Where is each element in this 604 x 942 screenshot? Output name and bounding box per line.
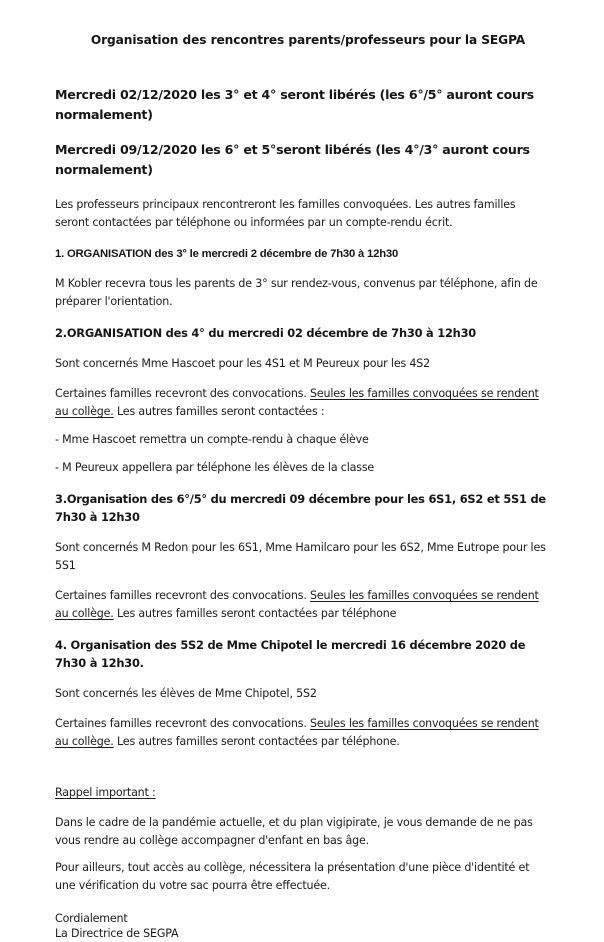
convocation-suffix: Les autres familles seront contactées par téléphone.	[113, 734, 400, 748]
section-2-bullet-2: - M Peureux appellera par téléphone les élèves de la classe	[55, 460, 375, 474]
convocation-prefix: Certaines familles recevront des convocations.	[55, 716, 311, 730]
section-3-convocation	[55, 587, 547, 623]
section-1-body: M Kobler recevra tous les parents de 3° sur rendez-vous, convenus par téléphone, afin de préparer l'orientation.	[55, 277, 538, 309]
section-2-convocation	[55, 385, 547, 421]
convocation-suffix: Les autres familles seront contactées par téléphone	[113, 606, 397, 620]
spacer	[55, 895, 547, 911]
reminder-paragraph-1: Dans le cadre de la pandémie actuelle, et du plan vigipirate, je vous demande de ne pas vous rendre au collège accompagner d'enfant en bas âge.	[55, 815, 533, 847]
section-3-concerned: Sont concernés M Redon pour les 6S1, Mme Hamilcaro pour les 6S2, Mme Eutrope pour les 5S1	[55, 540, 546, 572]
spacer	[55, 623, 547, 636]
spacer	[55, 49, 547, 85]
reminder-paragraph-2: Pour ailleurs, tout accès au collège, nécessitera la présentation d'une pièce d'identité et une vérification du votre sac pourra être effectuée.	[55, 860, 530, 892]
document-body	[55, 0, 547, 942]
section-4-concerned: Sont concernés les élèves de Mme Chipotel, 5S2	[55, 686, 317, 700]
convocation-underlined: Seules les familles convoquées se rendent au collège.	[55, 588, 539, 620]
spacer	[55, 477, 547, 490]
section-3-heading: 3.Organisation des 6°/5° du mercredi 09 décembre pour les 6S1, 6S2 et 5S1 de 7h30 à 12h30	[55, 491, 546, 525]
spacer	[55, 232, 547, 245]
spacer	[55, 449, 547, 459]
spacer	[55, 373, 547, 385]
section-2-heading: 2.ORGANISATION des 4° du mercredi 02 décembre de 7h30 à 12h30	[55, 326, 476, 341]
spacer	[55, 311, 547, 324]
spacer	[55, 263, 547, 275]
section-2-concerned: Sont concernés Mme Hascoet pour les 4S1 et M Peureux pour les 4S2	[55, 356, 431, 370]
spacer	[55, 421, 547, 431]
convocation-underlined: Seules les familles convoquées se rendent au collège.	[55, 716, 539, 748]
convocation-underlined: Seules les familles convoquées se rendent au collège.	[55, 386, 539, 418]
signature-signatory: La Directrice de SEGPA	[55, 927, 179, 941]
convocation-suffix: Les autres familles seront contactées :	[113, 404, 325, 418]
spacer	[55, 181, 547, 196]
signature-closing: Cordialement	[55, 911, 128, 925]
section-1-heading: 1. ORGANISATION des 3° le mercredi 2 décembre de 7h30 à 12h30	[55, 247, 399, 260]
lead-heading-1: Mercredi 02/12/2020 les 3° et 4° seront libérés (les 6°/5° auront cours normalement)	[55, 86, 534, 123]
spacer	[55, 751, 547, 784]
spacer	[55, 126, 547, 140]
page-title: Organisation des rencontres parents/professeurs pour la SEGPA	[90, 33, 526, 47]
spacer	[55, 575, 547, 587]
intro-paragraph: Les professeurs principaux rencontreront les familles convoquées. Les autres familles seront contactées par téléphone ou informées par un compte-rendu écrit.	[55, 197, 516, 229]
spacer	[55, 343, 547, 355]
spacer	[55, 527, 547, 539]
section-2-bullet-1: - Mme Hascoet remettra un compte-rendu à chaque élève	[55, 432, 369, 446]
section-4-heading: 4. Organisation des 5S2 de Mme Chipotel le mercredi 16 décembre 2020 de 7h30 à 12h30.	[55, 637, 526, 671]
convocation-prefix: Certaines familles recevront des convocations.	[55, 588, 311, 602]
spacer	[55, 802, 547, 814]
section-4-convocation	[55, 715, 547, 751]
lead-heading-2: Mercredi 09/12/2020 les 6° et 5°seront libérés (les 4°/3° auront cours normalement)	[55, 141, 530, 178]
spacer	[55, 703, 547, 715]
spacer	[55, 850, 547, 859]
reminder-title: Rappel important :	[55, 785, 156, 799]
spacer	[55, 673, 547, 685]
convocation-prefix: Certaines familles recevront des convocations.	[55, 386, 311, 400]
